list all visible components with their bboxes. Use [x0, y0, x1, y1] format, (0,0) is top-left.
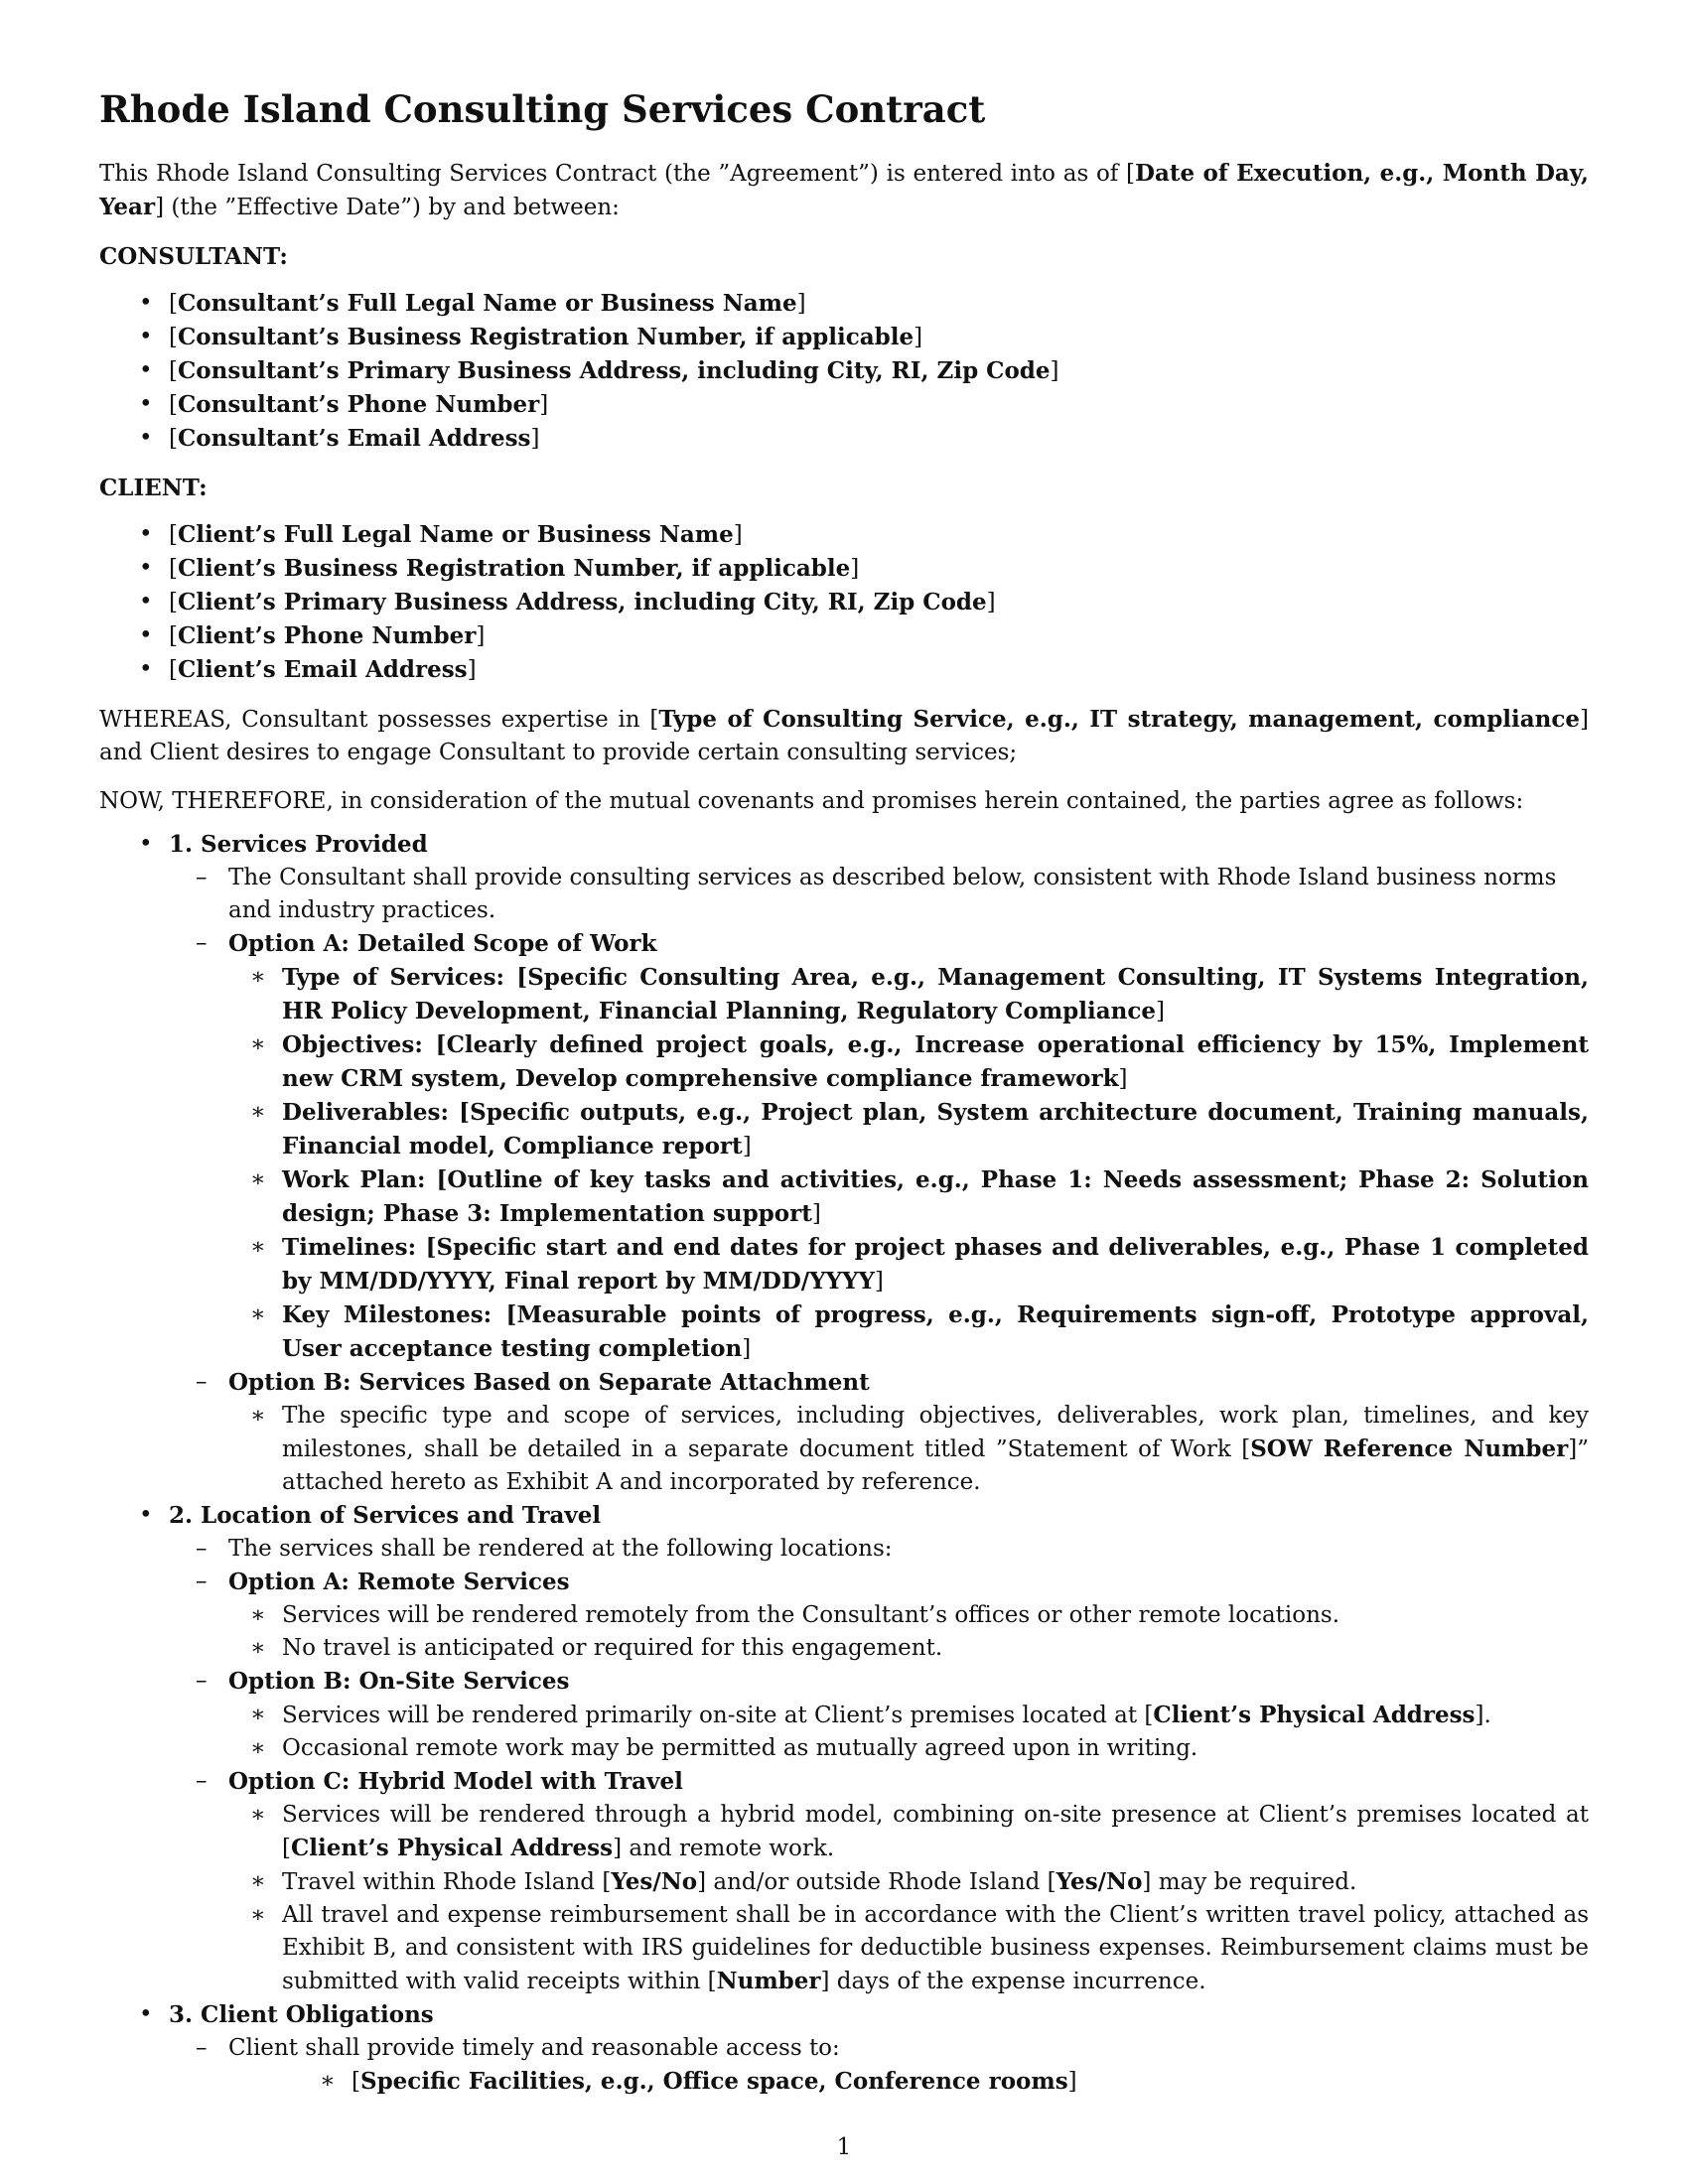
- consultant-heading: CONSULTANT:: [99, 243, 288, 270]
- date-field: Date of Execution, e.g., Month Day, Year: [99, 160, 1589, 220]
- option-a: – Option A: Remote Services ∗ Services will be rendered remotely from the Consultant’s offices or other remote locations. ∗ No travel is anticipated or required for this engagement.: [99, 1566, 1589, 1665]
- option-c: – Option C: Hybrid Model with Travel ∗ Services will be rendered through a hybrid model, combining on-site presence at Client’s premises located at [Client’s Physical Address] and remote work. ∗ Travel within Rhode Island [Yes/No] and/or outside Rhode Island [Yes/No] may be required. ∗ All travel and expense reimbursement shall be in accordance with the Client’s written travel policy, attached as Exhibit B, and consistent with IRS guidelines for deductible business expenses. Reimbursement claims must be submitted with valid receipts within [Number] days of the expense incurrence.: [99, 1765, 1589, 1998]
- list-item: • [Client’s Primary Business Address, including City, RI, Zip Code]: [139, 589, 996, 615]
- list-item: ∗ [Specific Facilities, e.g., Office space, Conference rooms]: [320, 2068, 1077, 2095]
- option-a: – Option A: Detailed Scope of Work ∗ Type of Services: [Specific Consulting Area, e.g., Management Consulting, IT Systems Integration, HR Policy Development, Financial Planning, Regulatory Compliance] ∗ Objectives: [Clearly defined project goals, e.g., Increase operational efficiency by 15%, Implement new CRM system, Develop comprehensive compliance framework] ∗ Deliverables: [Specific outputs, e.g., Project plan, System architecture document, Training manuals, Financial model, Compliance report] ∗ Work Plan: [Outline of key tasks and activities, e.g., Phase 1: Needs assessment; Phase 2: Solution design; Phase 3: Implementation support] ∗ Timelines: [Specific start and end dates for project phases and deliverables, e.g., Phase 1 completed by MM/DD/YYYY, Final report by MM/DD/YYYY] ∗ Key Milestones: [Measurable points of progress, e.g., Requirements sign-off, Prototype approval, User acceptance testing completion]: [99, 927, 1589, 1366]
- document-page: [99, 87, 1589, 2115]
- list-item: ∗ Type of Services: [Specific Consulting Area, e.g., Management Consulting, IT Systems Integration, HR Policy Development, Financial Planning, Regulatory Compliance]: [250, 964, 1589, 1024]
- list-item: • [Consultant’s Business Registration Number, if applicable]: [139, 324, 923, 350]
- option-b: – Option B: Services Based on Separate Attachment ∗ The specific type and scope of services, including objectives, deliverables, work plan, timelines, and key milestones, shall be detailed in a separate document titled ”Statement of Work [SOW Reference Number]” attached hereto as Exhibit A and incorporated by reference.: [99, 1366, 1589, 1499]
- list-item: ∗ Key Milestones: [Measurable points of progress, e.g., Requirements sign-off, Prototype approval, User acceptance testing completion]: [250, 1301, 1589, 1362]
- list-item: • [Client’s Business Registration Number, if applicable]: [139, 555, 860, 582]
- section-3: • 3. Client Obligations – Client shall provide timely and reasonable access to: ∗ [Specific Facilities, e.g., Office space, Conference rooms]: [99, 1998, 1589, 2099]
- list-item: • [Consultant’s Full Legal Name or Business Name]: [139, 290, 806, 317]
- list-item: ∗ Objectives: [Clearly defined project goals, e.g., Increase operational efficiency by 15%, Implement new CRM system, Develop comprehensive compliance framework]: [250, 1031, 1590, 1092]
- document-title: Rhode Island Consulting Services Contract: [99, 87, 986, 131]
- section-title: 2. Location of Services and Travel: [169, 1502, 602, 1529]
- list-item: • [Client’s Phone Number]: [139, 622, 486, 649]
- list-item: ∗ No travel is anticipated or required for this engagement.: [250, 1635, 943, 1661]
- consultant-list: [99, 287, 1589, 456]
- list-item: – The services shall be rendered at the following locations:: [196, 1536, 893, 1562]
- list-item: ∗ Work Plan: [Outline of key tasks and activities, e.g., Phase 1: Needs assessment; Phase 2: Solution design; Phase 3: Implementation support]: [250, 1166, 1589, 1227]
- sections-list: [99, 828, 1589, 2099]
- list-item: • [Consultant’s Primary Business Address, including City, RI, Zip Code]: [139, 357, 1059, 384]
- list-item: ∗ Services will be rendered remotely from the Consultant’s offices or other remote locations.: [250, 1602, 1340, 1628]
- list-item: ∗ Services will be rendered primarily on-site at Client’s premises located at [Client’s Physical Address].: [250, 1702, 1491, 1728]
- list-item: ∗ The specific type and scope of services, including objectives, deliverables, work plan, timelines, and key milestones, shall be detailed in a separate document titled ”Statement of Work [SOW Reference Number]” attached hereto as Exhibit A and incorporated by reference.: [250, 1403, 1589, 1495]
- list-item: ∗ Travel within Rhode Island [Yes/No] and/or outside Rhode Island [Yes/No] may be required.: [250, 1868, 1357, 1895]
- list-item: • [Consultant’s Email Address]: [139, 425, 540, 452]
- intro-paragraph: This Rhode Island Consulting Services Contract (the ”Agreement”) is entered into as of [Date of Execution, e.g., Month Day, Year] (the ”Effective Date”) by and between:: [99, 160, 1589, 220]
- list-item: ∗ Timelines: [Specific start and end dates for project phases and deliverables, e.g., Phase 1 completed by MM/DD/YYYY, Final report by MM/DD/YYYY]: [250, 1234, 1589, 1295]
- client-list: [99, 518, 1589, 687]
- section-2: • 2. Location of Services and Travel – The services shall be rendered at the following locations: – Option A: Remote Services ∗ Services will be rendered remotely from the Consultant’s offices or other remote locations. ∗ No travel is anticipated or required for this engagement. – Option B: On-Site Services ∗ Services will be rendered primarily on-site at Client’s premises located at [Client’s Physical Address]. ∗ Occasional remote work may be permitted as mutually agreed upon in writing. – Option C: Hybrid Model with Travel ∗ Services will be rendered through a hybrid model, combining on-site presence at Client’s premises located at [Client’s Physical Address] and remote work. ∗ Travel within Rhode Island [Yes/No] and/or outside Rhode Island [Yes/No] may be required. ∗ All travel and expense reimbursement shall be in accordance with the Client’s written travel policy, attached as Exhibit B, and consistent with IRS guidelines for deductible business expenses. Reimbursement claims must be submitted with valid receipts within [Number] days of the expense incurrence.: [99, 1499, 1589, 1998]
- list-item: ∗ Services will be rendered through a hybrid model, combining on-site presence at Client’s premises located at [Client’s Physical Address] and remote work.: [250, 1802, 1589, 1861]
- section-title: 1. Services Provided: [169, 831, 428, 858]
- list-item: • [Client’s Email Address]: [139, 656, 477, 683]
- whereas-paragraph: WHEREAS, Consultant possesses expertise in [Type of Consulting Service, e.g., IT strategy, management, compliance] and Client desires to engage Consultant to provide certain consulting services;: [99, 706, 1589, 765]
- list-item: – Client shall provide timely and reasonable access to: ∗ [Specific Facilities, e.g., Office space, Conference rooms]: [99, 2032, 1589, 2099]
- list-item: – The Consultant shall provide consulting services as described below, consistent with Rhode Island business norms and industry practices.: [196, 865, 1557, 923]
- client-heading: CLIENT:: [99, 475, 208, 501]
- list-item: ∗ Deliverables: [Specific outputs, e.g., Project plan, System architecture document, Training manuals, Financial model, Compliance report]: [250, 1099, 1589, 1160]
- page-number: 1: [836, 2134, 852, 2160]
- now-therefore-paragraph: NOW, THEREFORE, in consideration of the mutual covenants and promises herein contained, the parties agree as follows:: [99, 788, 1524, 814]
- option-b: – Option B: On-Site Services ∗ Services will be rendered primarily on-site at Client’s premises located at [Client’s Physical Address]. ∗ Occasional remote work may be permitted as mutually agreed upon in writing.: [99, 1665, 1589, 1765]
- section-1: • 1. Services Provided – The Consultant shall provide consulting services as described below, consistent with Rhode Island business norms and industry practices. – Option A: Detailed Scope of Work ∗ Type of Services: [Specific Consulting Area, e.g., Management Consulting, IT Systems Integration, HR Policy Development, Financial Planning, Regulatory Compliance] ∗ Objectives: [Clearly defined project goals, e.g., Increase operational efficiency by 15%, Implement new CRM system, Develop comprehensive compliance framework] ∗ Deliverables: [Specific outputs, e.g., Project plan, System architecture document, Training manuals, Financial model, Compliance report] ∗ Work Plan: [Outline of key tasks and activities, e.g., Phase 1: Needs assessment; Phase 2: Solution design; Phase 3: Implementation support] ∗ Timelines: [Specific start and end dates for project phases and deliverables, e.g., Phase 1 completed by MM/DD/YYYY, Final report by MM/DD/YYYY] ∗ Key Milestones: [Measurable points of progress, e.g., Requirements sign-off, Prototype approval, User acceptance testing completion] – Option B: Services Based on Separate Attachment ∗ The specific type and scope of services, including objectives, deliverables, work plan, timelines, and key milestones, shall be detailed in a separate document titled ”Statement of Work [SOW Reference Number]” attached hereto as Exhibit A and incorporated by reference.: [99, 828, 1589, 1499]
- list-item: ∗ Occasional remote work may be permitted as mutually agreed upon in writing.: [250, 1735, 1198, 1761]
- list-item: ∗ All travel and expense reimbursement shall be in accordance with the Client’s written travel policy, attached as Exhibit B, and consistent with IRS guidelines for deductible business expenses. Reimbursement claims must be submitted with valid receipts within [Number] days of the expense incurrence.: [250, 1902, 1589, 1994]
- list-item: • [Consultant’s Phone Number]: [139, 391, 549, 418]
- section-title: 3. Client Obligations: [169, 2001, 434, 2028]
- list-item: • [Client’s Full Legal Name or Business Name]: [139, 521, 743, 548]
